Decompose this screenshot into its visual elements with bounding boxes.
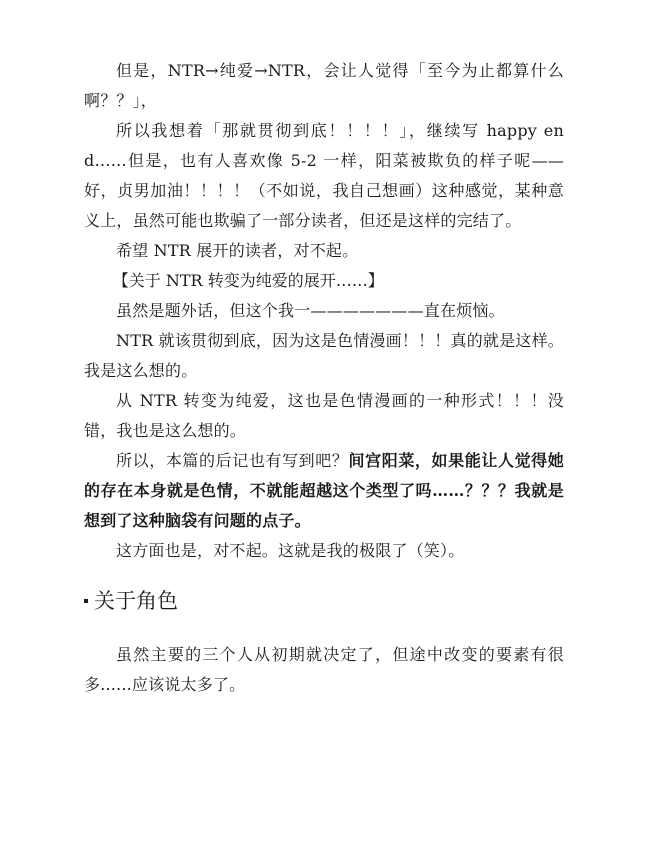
bracket-heading: 【关于 NTR 转变为纯爱的展开……】 <box>112 271 384 290</box>
paragraph-3: 希望 NTR 展开的读者，对不起。 <box>116 241 359 260</box>
paragraph-1: 但是，NTR→纯爱→NTR，会让人觉得「至今为止都算什么啊？？」， <box>84 61 564 110</box>
paragraph-7-normal: 所以，本篇的后记也有写到吧？ <box>116 451 349 470</box>
paragraph-7 <box>84 446 564 536</box>
paragraph-4: 虽然是题外话，但这个我一———————直在烦恼。 <box>116 301 505 320</box>
document-page <box>84 56 564 700</box>
bullet-icon <box>84 599 88 603</box>
section-heading <box>84 584 564 618</box>
section-heading-text: 关于角色 <box>94 589 178 613</box>
paragraph-8: 这方面也是，对不起。这就是我的极限了（笑）。 <box>116 541 465 560</box>
paragraph-2: 所以我想着「那就贯彻到底！！！！」，继续写 happy end……但是，也有人喜欢像 5-2 一样，阳菜被欺负的样子呢——好，贞男加油！！！！（不如说，我自己想画）这种感觉，某种意义上，虽然可能也欺骗了一部分读者，但还是这样的完结了。 <box>84 121 564 230</box>
paragraph-7-bold: 间宫阳菜，如果能让人觉得她的存在本身就是色情，不就能超越这个类型了吗……？？？我就是想到了这种脑袋有问题的点子。 <box>84 451 564 530</box>
section-paragraph: 虽然主要的三个人从初期就决定了，但途中改变的要素有很多......应该说太多了。 <box>84 645 564 694</box>
paragraph-6: 从 NTR 转变为纯爱，这也是色情漫画的一种形式！！！没错，我也是这么想的。 <box>84 391 564 440</box>
paragraph-5: NTR 就该贯彻到底，因为这是色情漫画！！！真的就是这样。我是这么想的。 <box>84 331 564 380</box>
